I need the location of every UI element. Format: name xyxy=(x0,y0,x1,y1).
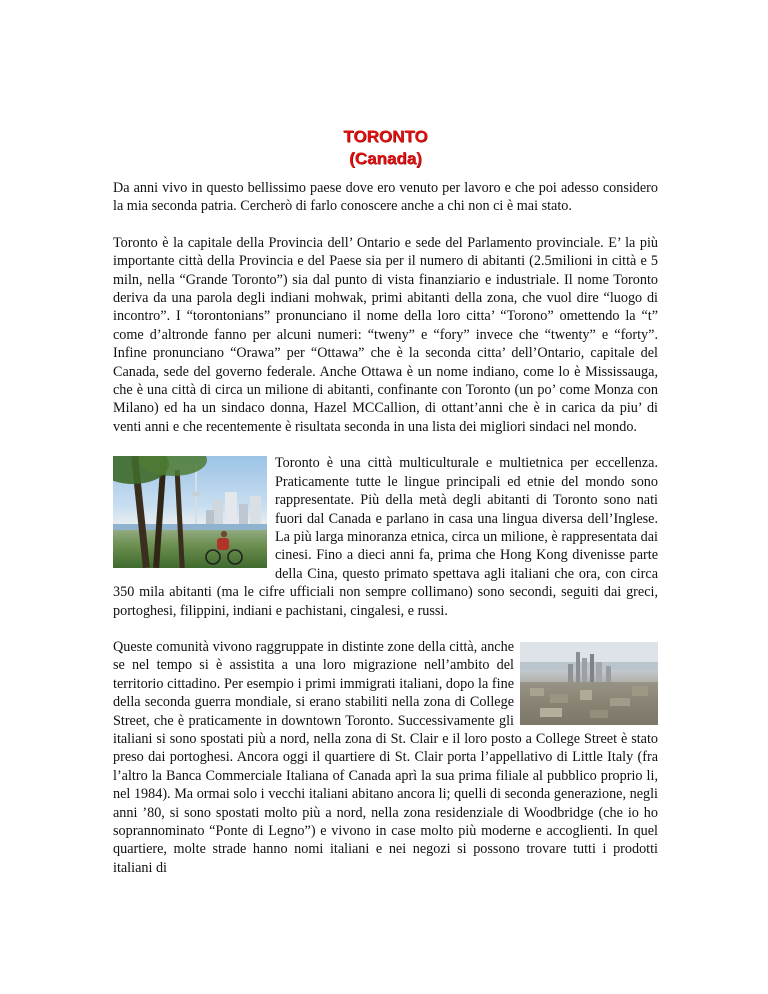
photo-toronto-aerial-view xyxy=(520,642,658,725)
paragraph-communities-block xyxy=(113,638,658,877)
title-line-city: TORONTO xyxy=(343,127,428,146)
paragraph-communities xyxy=(113,638,658,877)
photo-toronto-skyline-cyclist xyxy=(113,456,267,568)
paragraph-intro: Da anni vivo in questo bellissimo paese dove ero venuto per lavoro e che poi adesso considero la mia seconda patria. Cercherò di farlo conoscere anche a chi non ci è mai stato. xyxy=(113,180,658,215)
title-line-country: (Canada) xyxy=(349,149,422,168)
document-title xyxy=(113,126,658,169)
document-page xyxy=(113,126,658,877)
paragraph-communities-text: Queste comunità vivono raggruppate in distinte zone della città, anche se nel tempo si è assistita a una loro migrazione nell’ambito del territorio cittadino. Per esempio i primi immigrati italiani, dopo la fine della seconda guerra mondiale, si erano stabiliti nella zona di College Street, che è praticamente in downtown Toronto. Successivamente gli italiani si sono spostati più a nord, nella zona di St. Clair e il loro posto a College Street è stato preso dai portoghesi. Ancora oggi il quartiere di St. Clair porta l’appellativo di Little Italy (fra l’altro la Banca Commerciale Italiana of Canada aprì la sua prima filiale al pubblico proprio li, nel 1984). Ma ormai solo i vecchi italiani abitano ancora li; quelli di seconda generazione, negli anni ’80, si sono spostati molto più a nord, nella zona residenziale di Woodbridge (che io ho soprannominato “Ponte di Legno”) e vivono in case molto più moderne e accoglienti. In quel quartiere, molte strade hanno nomi italiani e nei negozi si possono trovare tutti i prodotti italiani di xyxy=(113,638,658,876)
paragraph-multicultural: Toronto è una città multiculturale e multietnica per eccellenza. Praticamente tutte le lingue principali ed etnie del mondo sono rappresentate. Più della metà degli abitanti di Toronto sono nati fuori dal Canada e parlano in casa una lingua diversa dell’Inglese. La più larga minoranza etnica, circa un milione, è rappresentata dai cinesi. Fino a dieci anni fa, prima che Hong Kong divenisse parte della Cina, questo primato spettava agli italiani che ora, con circa 350 mila abitanti (ma le cifre ufficiali non sempre collimano) sono secondi, seguiti dai greci, portoghesi, filippini, indiani e pachistani, cingalesi, e russi. xyxy=(113,455,658,619)
paragraph-capital: Toronto è la capitale della Provincia dell’ Ontario e sede del Parlamento provinciale. E’ la più importante città della Provincia e del Paese sia per il numero di abitanti (2.5milioni in città e 5 miln, nella “Grande Toronto”) sia dal punto di vista finanziario e industriale. Il nome Toronto deriva da una parola degli indiani mohwak, primi abitanti della zona, che vuol dire “luogo di incontro”. I “torontonians” pronunciano il nome della loro citta’ “Torono” omettendo la “t” come d’altronde fanno per alcuni numeri: “tweny” e “fory” invece che “twenty” e “forty”. Infine pronunciano “Orawa” per “Ottawa” che è la seconda citta’ dell’Ontario, capitale del Canada, sede del governo federale. Anche Ottawa è un nome indiano, come lo è Mississauga, che è una città di circa un milione di abitanti, confinante con Toronto (un po’ come Monza con Milano) ed ha un sindaco donna, Hazel MCCallion, di ottant’anni che è in carica da piu’ di venti anni e che recentemente è risultata seconda in una lista dei migliori sindaci nel mondo. xyxy=(113,234,658,435)
paragraph-multicultural-block xyxy=(113,454,658,620)
